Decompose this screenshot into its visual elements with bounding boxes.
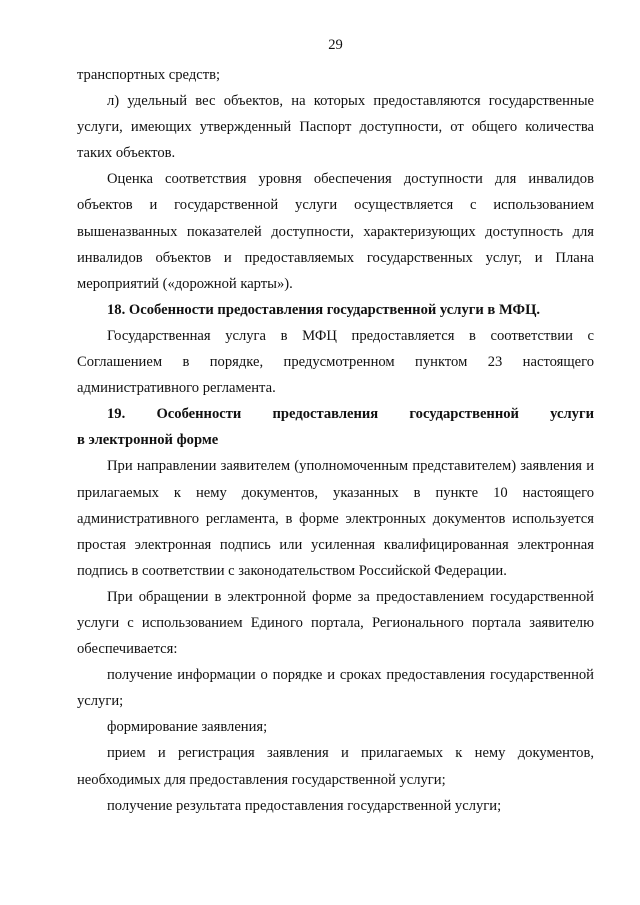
paragraph-continuation: транспортных средств; (77, 67, 221, 83)
paragraph-item-l: л) удельный вес объектов, на которых предоставляются государственные услуги, имеющих утвержденный Паспорт доступности, от общего количества таких объектов. (77, 93, 594, 162)
paragraph-accessibility-assessment: Оценка соответствия уровня обеспечения доступности для инвалидов объектов и государственной услуги осуществляется с использованием вышеназванных показателей доступности, характеризующих доступность для инвалидов объектов и предоставляемых государственных услуг, и Плана мероприятий («дорожной карты»). (77, 171, 594, 292)
list-item-application-form: формирование заявления; (107, 719, 268, 736)
list-item-information: получение информации о порядке и сроках предоставления государственной услуги; (77, 667, 594, 710)
list-item-result: получение результата предоставления государственной услуги; (107, 797, 502, 814)
section-heading-19-continuation: в электронной форме (77, 432, 219, 449)
paragraph-mfc-service: Государственная услуга в МФЦ предоставляется в соответствии с Соглашением в порядке, предусмотренном пунктом 23 настоящего административного регламента. (77, 327, 594, 397)
section-heading-18: 18. Особенности предоставления государственной услуги в МФЦ. (107, 301, 541, 318)
page-number: 29 (328, 37, 343, 53)
list-item-registration: прием и регистрация заявления и прилагаемых к нему документов, необходимых для предоставления государственной услуги; (77, 745, 594, 788)
section-heading-19: 19. Особенности предоставления государственной услуги (107, 406, 594, 423)
paragraph-electronic-request: При обращении в электронной форме за предоставлением государственной услуги с использованием Единого портала, Регионального портала заявителю обеспечивается: (77, 588, 594, 658)
paragraph-electronic-signature: При направлении заявителем (уполномоченным представителем) заявления и прилагаемых к нему документов, указанных в пункте 10 настоящего административного регламента, в форме электронных документов используется простая электронная подпись или усиленная квалифицированная электронная подпись в соответствии с законодательством Российской Федерации. (77, 458, 594, 579)
